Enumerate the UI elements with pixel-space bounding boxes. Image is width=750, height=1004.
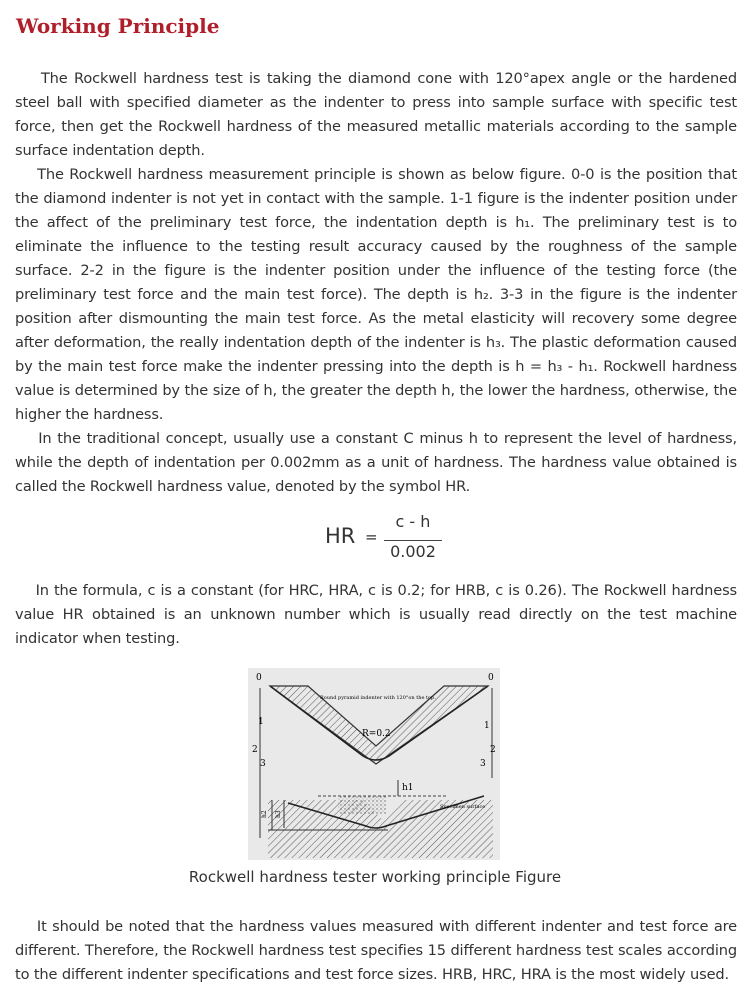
principle-figure	[248, 668, 500, 860]
h1-label: h1	[402, 783, 414, 793]
plastic-zone	[338, 796, 386, 814]
label-2-left: 2	[252, 745, 258, 755]
label-3-left: 3	[260, 759, 266, 769]
principle-diagram	[248, 668, 500, 860]
label-0-right: 0	[488, 673, 494, 683]
label-0-left: 0	[256, 673, 262, 683]
specimen-label: Specimen surface	[440, 804, 486, 810]
formula-numerator: c - h	[395, 512, 431, 531]
fraction-bar	[384, 540, 442, 541]
formula-equals: =	[365, 528, 378, 546]
formula-denominator: 0.002	[390, 542, 436, 561]
indenter-note: Round pyramid indenter with 120°on the top.	[320, 695, 436, 701]
paragraph-intro: The Rockwell hardness test is taking the diamond cone with 120°apex angle or the hardened steel ball with specified diameter as the indenter to press into sample surface with specific test force, then get the Rockwell hardness of the measured metallic materials according to the sample surface indentation depth.	[15, 70, 737, 159]
label-1-left: 1	[258, 717, 264, 727]
page-title: Working Principle	[16, 14, 220, 38]
paragraph-formula-note: In the formula, c is a constant (for HRC, HRA, c is 0.2; for HRB, c is 0.26). The Rockwell hardness value HR obtained is an unknown number which is usually read directly on the test machine indicator when testing.	[15, 582, 737, 647]
label-1-right: 1	[484, 721, 490, 731]
label-2-right: 2	[490, 745, 496, 755]
hr-formula	[325, 510, 445, 570]
radius-label: R=0.2	[362, 729, 391, 739]
figure-caption: Rockwell hardness tester working principle Figure	[188, 868, 562, 886]
paragraph-principle: The Rockwell hardness measurement principle is shown as below figure. 0-0 is the position that the diamond indenter is not yet in contact with the sample. 1-1 figure is the indenter position under the affect of the preliminary test force, the indentation depth is h₁. The preliminary test is to eliminate the influence to the testing result accuracy caused by the roughness of the sample surface. 2-2 in the figure is the indenter position under the influence of the testing force (the preliminary test force and the main test force). The depth is h₂. 3-3 in the figure is the indenter position after dismounting the main test force. As the metal elasticity will recovery some degree after deformation, the really indentation depth of the indenter is h₃. The plastic deformation caused by the main test force make the indenter pressing into the depth is h = h₃ - h₁. Rockwell hardness value is determined by the size of h, the greater the depth h, the lower the hardness, otherwise, the higher the hardness.	[15, 166, 737, 423]
paragraph-note: It should be noted that the hardness values measured with different indenter and test force are different. Therefore, the Rockwell hardness test specifies 15 different hardness test scales according to the different indenter specifications and test force sizes. HRB, HRC, HRA is the most widely used.	[15, 918, 737, 983]
label-3-right: 3	[480, 759, 486, 769]
body-text	[15, 67, 737, 427]
h2-label: h2	[261, 810, 268, 818]
paragraph-concept: In the traditional concept, usually use a constant C minus h to represent the level of hardness, while the depth of indentation per 0.002mm as a unit of hardness. The hardness value obtained is called the Rockwell hardness value, denoted by the symbol HR.	[15, 430, 737, 495]
h3-label: h3	[275, 810, 282, 818]
formula-lhs: HR	[325, 524, 356, 548]
